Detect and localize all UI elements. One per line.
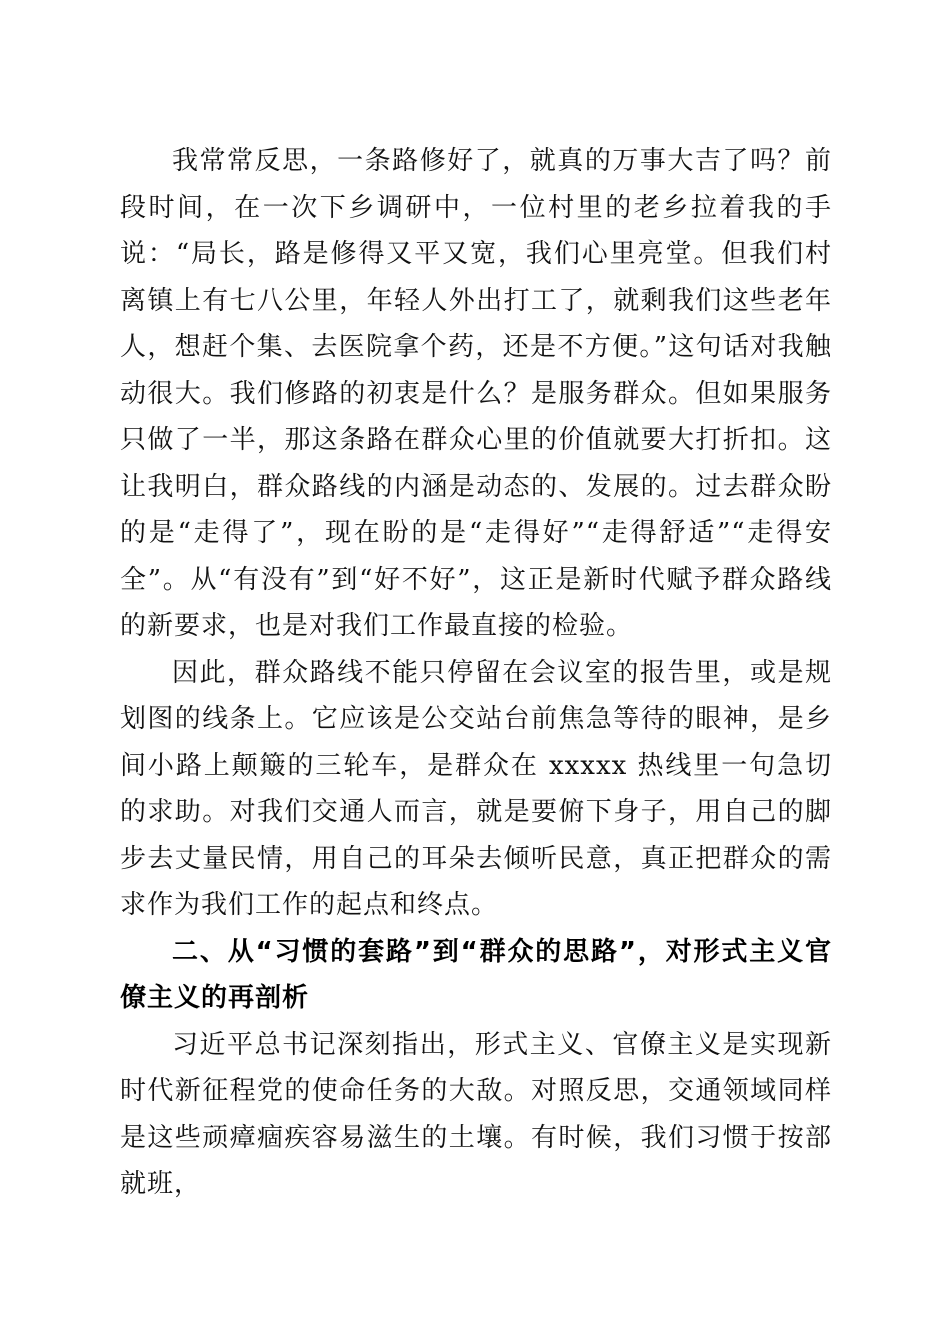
body-paragraph: 因此，群众路线不能只停留在会议室的报告里，或是规划图的线条上。它应该是公交站台前焦急等待的眼神，是乡间小路上颠簸的三轮车，是群众在 xxxxx 热线里一句急切的求助。对我们交通人而言，就是要俯下身子，用自己的脚步去丈量民情，用自己的耳朵去倾听民意，真正把群众的需求作为我们工作的起点和终点。: [120, 657, 832, 920]
body-paragraph: 习近平总书记深刻指出，形式主义、官僚主义是实现新时代新征程党的使命任务的大敌。对照反思，交通领域同样是这些顽瘴痼疾容易滋生的土壤。有时候，我们习惯于按部就班，: [120, 1029, 832, 1199]
document-body: [120, 138, 832, 1208]
body-paragraph: 我常常反思，一条路修好了，就真的万事大吉了吗？前段时间，在一次下乡调研中，一位村里的老乡拉着我的手说：“局长，路是修得又平又宽，我们心里亮堂。但我们村离镇上有七八公里，年轻人外出打工了，就剩我们这些老年人，想赶个集、去医院拿个药，还是不方便。”这句话对我触动很大。我们修路的初衷是什么？是服务群众。但如果服务只做了一半，那这条路在群众心里的价值就要大打折扣。这让我明白，群众路线的内涵是动态的、发展的。过去群众盼的是“走得了”，现在盼的是“走得好”“走得舒适”“走得安全”。从“有没有”到“好不好”，这正是新时代赋予群众路线的新要求，也是对我们工作最直接的检验。: [120, 146, 832, 641]
section-heading: 二、从“习惯的套路”到“群众的思路”，对形式主义官僚主义的再剖析: [120, 936, 832, 1013]
